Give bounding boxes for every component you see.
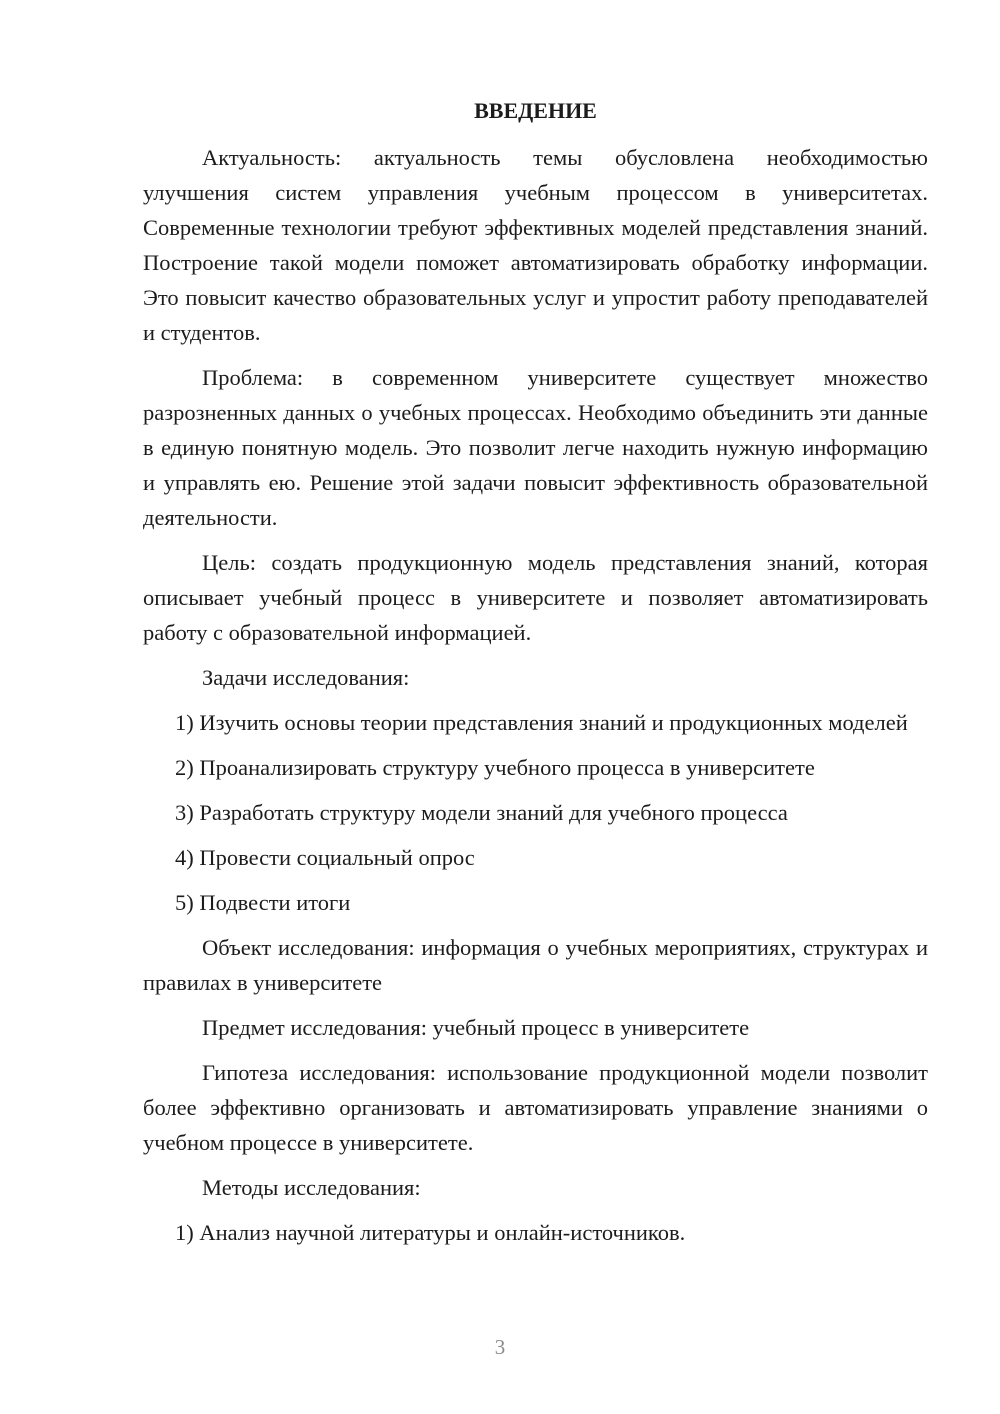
subject-paragraph: Предмет исследования: учебный процесс в университете (202, 1015, 750, 1040)
methods-heading: Методы исследования: (202, 1175, 421, 1200)
tasks-heading: Задачи исследования: (202, 665, 410, 690)
goal-paragraph: Цель: создать продукционную модель представления знаний, которая описывает учебный процесс в университете и позволяет автоматизировать работу с образовательной информацией. (143, 550, 928, 645)
problem-paragraph: Проблема: в современном университете существует множество разрозненных данных о учебных процессах. Необходимо объединить эти данные в единую понятную модель. Это позволит легче находить нужную информацию и управлять ею. Решение этой задачи повысит эффективность образовательной деятельности. (143, 365, 928, 530)
method-item-1: 1) Анализ научной литературы и онлайн-источников. (175, 1220, 686, 1245)
object-paragraph: Объект исследования: информация о учебных мероприятиях, структурах и правилах в университете (143, 935, 928, 995)
section-title: ВВЕДЕНИЕ (474, 98, 597, 123)
page-number: 3 (494, 1335, 506, 1359)
task-item-5: 5) Подвести итоги (175, 890, 351, 915)
document-page (143, 96, 928, 1260)
task-item-4: 4) Провести социальный опрос (175, 845, 475, 870)
task-item-1: 1) Изучить основы теории представления знаний и продукционных моделей (175, 710, 908, 735)
hypothesis-paragraph: Гипотеза исследования: использование продукционной модели позволит более эффективно организовать и автоматизировать управление знаниями о учебном процессе в университете. (143, 1060, 928, 1155)
task-item-2: 2) Проанализировать структуру учебного процесса в университете (175, 755, 815, 780)
relevance-paragraph: Актуальность: актуальность темы обусловлена необходимостью улучшения систем управления учебным процессом в университетах. Современные технологии требуют эффективных моделей представления знаний. Построение такой модели поможет автоматизировать обработку информации. Это повысит качество образовательных услуг и упростит работу преподавателей и студентов. (143, 145, 928, 345)
task-item-3: 3) Разработать структуру модели знаний для учебного процесса (175, 800, 788, 825)
